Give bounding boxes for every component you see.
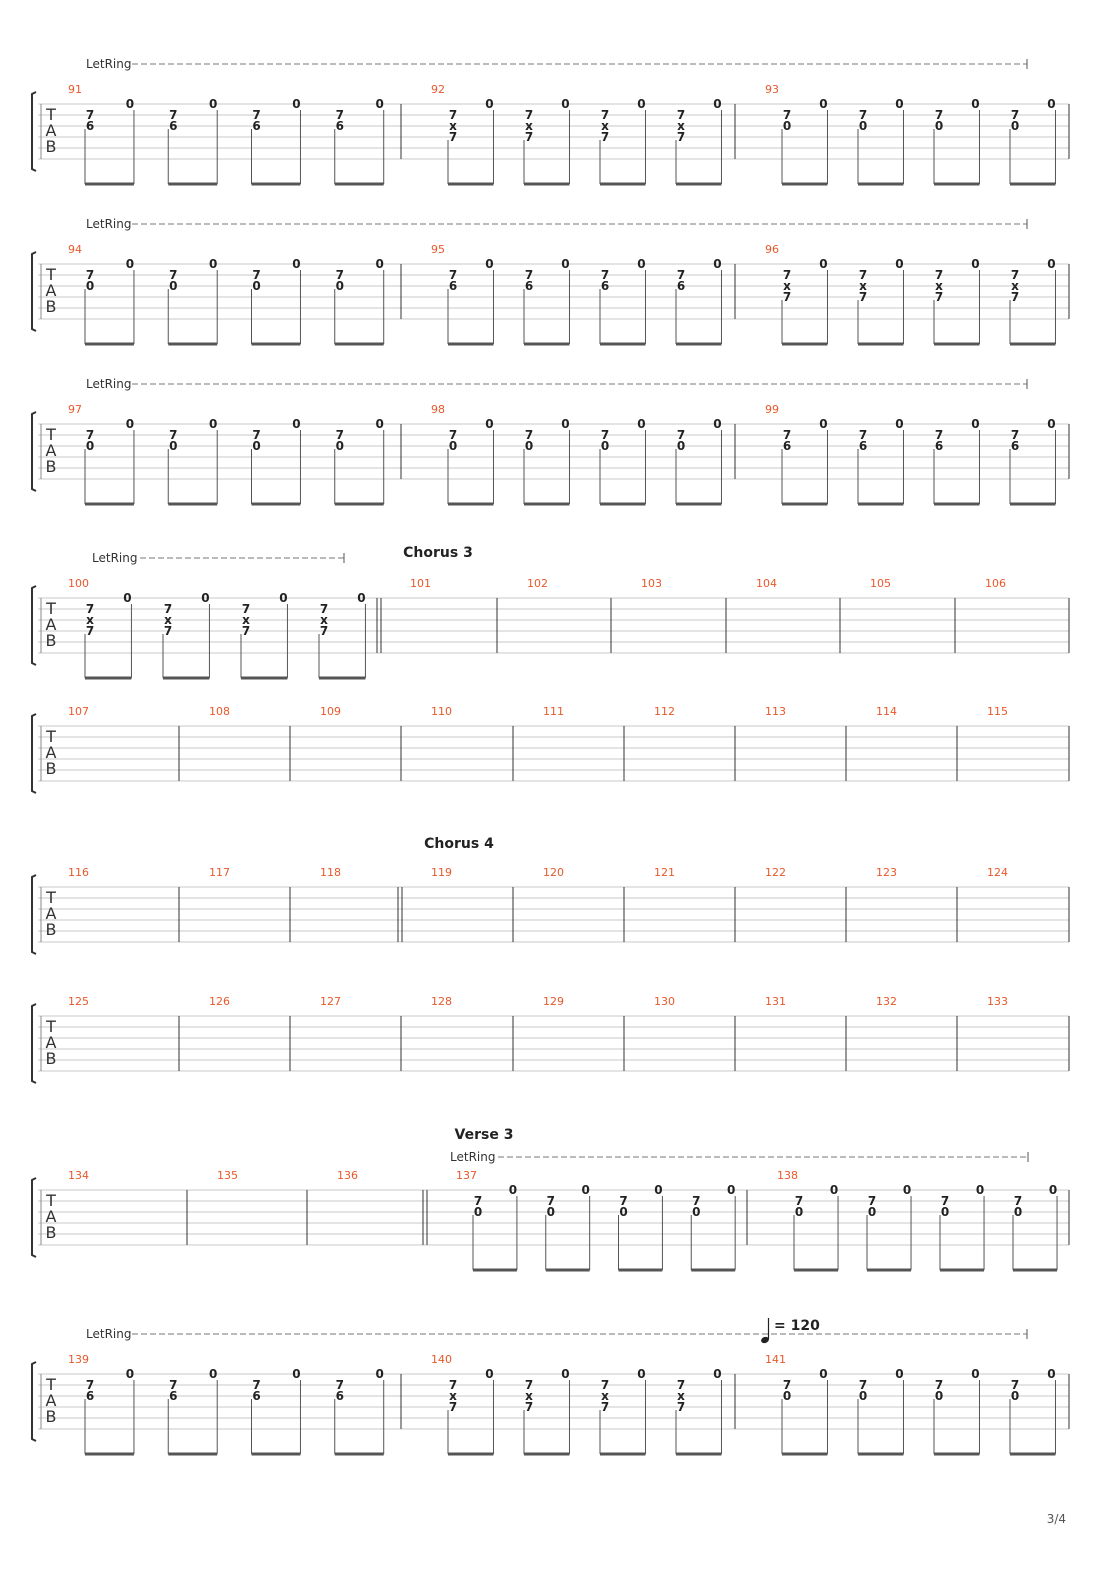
fret-number: 7 (600, 428, 610, 442)
measure-number: 101 (410, 577, 431, 590)
system-bracket (32, 714, 36, 793)
measure-number: 116 (68, 866, 89, 879)
fret-number: 7 (163, 602, 173, 616)
fret-number: 0 (934, 1389, 944, 1403)
fret-number: 7 (85, 602, 95, 616)
open-string-note: 0 (819, 257, 828, 271)
tab-clef-letter: B (45, 759, 57, 778)
fret-number: 7 (858, 428, 868, 442)
fret-number: 7 (448, 1378, 458, 1392)
fret-number: 7 (335, 268, 344, 282)
fret-number: 7 (782, 428, 792, 442)
measure-number: 103 (641, 577, 662, 590)
measure-number: 97 (68, 403, 82, 416)
fret-number: 7 (241, 602, 251, 616)
fret-number: x (677, 1389, 685, 1403)
fret-number: 7 (546, 1194, 555, 1208)
measure-number: 113 (765, 705, 786, 718)
fret-number: 7 (858, 290, 868, 304)
fret-number: 7 (1010, 290, 1020, 304)
fret-number: 7 (252, 268, 261, 282)
fret-number: 0 (85, 279, 95, 293)
open-string-note: 0 (1047, 1367, 1056, 1381)
fret-number: 7 (934, 268, 944, 282)
fret-number: 7 (85, 268, 95, 282)
open-string-note: 0 (561, 97, 570, 111)
fret-number: 7 (1010, 268, 1020, 282)
measure-number: 107 (68, 705, 89, 718)
fret-number: x (449, 119, 457, 133)
fret-number: x (859, 279, 867, 293)
fret-number: 7 (241, 624, 251, 638)
fret-number: 0 (335, 279, 344, 293)
tab-clef-letter: A (45, 121, 57, 140)
tab-clef-letter: A (45, 904, 57, 923)
fret-number: 0 (1013, 1205, 1023, 1219)
fret-number: 7 (85, 1378, 95, 1392)
measure-number: 127 (320, 995, 341, 1008)
open-string-note: 0 (209, 257, 218, 271)
open-string-note: 0 (209, 417, 218, 431)
open-string-note: 0 (375, 1367, 384, 1381)
measure-number: 96 (765, 243, 779, 256)
let-ring-label: LetRing (92, 551, 138, 565)
tab-clef-letter: B (45, 920, 57, 939)
tab-clef-letter: B (45, 457, 57, 476)
measure-number: 126 (209, 995, 230, 1008)
open-string-note: 0 (829, 1183, 839, 1197)
fret-number: 7 (782, 108, 792, 122)
tab-clef-letter: B (45, 1049, 57, 1068)
measure-number: 91 (68, 83, 82, 96)
measure-number: 98 (431, 403, 445, 416)
fret-number: 7 (448, 108, 458, 122)
tab-clef-letter: B (45, 1407, 57, 1426)
measure-number: 106 (985, 577, 1006, 590)
fret-number: 7 (934, 108, 944, 122)
open-string-note: 0 (1048, 1183, 1058, 1197)
open-string-note: 0 (209, 1367, 218, 1381)
open-string-note: 0 (713, 97, 722, 111)
open-string-note: 0 (561, 1367, 570, 1381)
fret-number: 7 (448, 1400, 458, 1414)
open-string-note: 0 (279, 591, 288, 605)
fret-number: x (935, 279, 943, 293)
fret-number: 7 (676, 428, 686, 442)
fret-number: 7 (858, 268, 868, 282)
open-string-note: 0 (971, 257, 980, 271)
fret-number: 7 (858, 1378, 868, 1392)
fret-number: 7 (335, 1378, 344, 1392)
open-string-note: 0 (902, 1183, 912, 1197)
measure-number: 99 (765, 403, 779, 416)
fret-number: 7 (252, 108, 261, 122)
fret-number: 0 (867, 1205, 877, 1219)
fret-number: 6 (169, 1389, 178, 1403)
open-string-note: 0 (561, 417, 570, 431)
fret-number: x (525, 119, 533, 133)
system-bracket (32, 412, 36, 491)
fret-number: 7 (319, 624, 329, 638)
fret-number: 6 (85, 1389, 95, 1403)
measure-number: 134 (68, 1169, 89, 1182)
fret-number: 7 (1010, 108, 1020, 122)
measure-number: 105 (870, 577, 891, 590)
open-string-note: 0 (971, 97, 980, 111)
tab-clef-letter: T (46, 727, 56, 746)
tab-clef-letter: T (46, 425, 56, 444)
section-label: Chorus 4 (424, 836, 494, 852)
fret-number: 7 (940, 1194, 950, 1208)
fret-number: x (677, 119, 685, 133)
fret-number: 7 (85, 108, 95, 122)
open-string-note: 0 (637, 97, 646, 111)
let-ring-label: LetRing (86, 57, 132, 71)
fret-number: 0 (546, 1205, 555, 1219)
open-string-note: 0 (125, 97, 135, 111)
measure-number: 123 (876, 866, 897, 879)
fret-number: 0 (934, 119, 944, 133)
open-string-note: 0 (375, 257, 384, 271)
fret-number: x (449, 1389, 457, 1403)
fret-number: 6 (335, 1389, 344, 1403)
measure-number: 104 (756, 577, 777, 590)
open-string-note: 0 (895, 257, 904, 271)
open-string-note: 0 (485, 417, 494, 431)
open-string-note: 0 (375, 417, 384, 431)
open-string-note: 0 (292, 1367, 301, 1381)
fret-number: 7 (676, 1400, 686, 1414)
tab-clef-letter: A (45, 743, 57, 762)
page-number: 3/4 (1046, 1512, 1066, 1526)
tab-clef-letter: T (46, 1375, 56, 1394)
tab-clef-letter: T (46, 888, 56, 907)
open-string-note: 0 (637, 1367, 646, 1381)
system-bracket (32, 1004, 36, 1083)
tab-clef-letter: A (45, 1033, 57, 1052)
fret-number: 7 (85, 624, 95, 638)
open-string-note: 0 (485, 97, 494, 111)
tempo-value: = 120 (774, 1318, 820, 1334)
open-string-note: 0 (357, 591, 366, 605)
open-string-note: 0 (125, 417, 135, 431)
measure-number: 130 (654, 995, 675, 1008)
fret-number: 6 (335, 119, 344, 133)
system-bracket (32, 875, 36, 954)
measure-number: 111 (543, 705, 564, 718)
fret-number: 7 (169, 1378, 178, 1392)
measure-number: 125 (68, 995, 89, 1008)
fret-number: x (783, 279, 791, 293)
fret-number: x (320, 613, 328, 627)
measure-number: 108 (209, 705, 230, 718)
open-string-note: 0 (713, 417, 722, 431)
open-string-note: 0 (292, 97, 301, 111)
tab-clef-letter: B (45, 1223, 57, 1242)
fret-number: 7 (169, 268, 178, 282)
fret-number: 0 (85, 439, 95, 453)
measure-number: 102 (527, 577, 548, 590)
fret-number: 0 (524, 439, 534, 453)
open-string-note: 0 (975, 1183, 985, 1197)
fret-number: 6 (1010, 439, 1020, 453)
fret-number: 7 (524, 1400, 534, 1414)
fret-number: 0 (782, 119, 792, 133)
fret-number: 7 (782, 268, 792, 282)
measure-number: 100 (68, 577, 89, 590)
tab-clef-letter: B (45, 137, 57, 156)
open-string-note: 0 (1047, 417, 1056, 431)
open-string-note: 0 (819, 417, 828, 431)
fret-number: 6 (448, 279, 458, 293)
fret-number: 7 (448, 130, 458, 144)
fret-number: 7 (676, 130, 686, 144)
fret-number: 7 (335, 108, 344, 122)
open-string-note: 0 (581, 1183, 590, 1197)
fret-number: 7 (524, 1378, 534, 1392)
fret-number: 0 (169, 439, 178, 453)
measure-number: 95 (431, 243, 445, 256)
measure-number: 122 (765, 866, 786, 879)
fret-number: 7 (85, 428, 95, 442)
system-bracket (32, 252, 36, 331)
fret-number: 7 (524, 428, 534, 442)
measure-number: 94 (68, 243, 82, 256)
measure-number: 128 (431, 995, 452, 1008)
open-string-note: 0 (971, 1367, 980, 1381)
measure-number: 121 (654, 866, 675, 879)
open-string-note: 0 (561, 257, 570, 271)
tab-clef-letter: T (46, 105, 56, 124)
open-string-note: 0 (713, 257, 722, 271)
measure-number: 120 (543, 866, 564, 879)
fret-number: 7 (448, 428, 458, 442)
measure-number: 109 (320, 705, 341, 718)
fret-number: 7 (163, 624, 173, 638)
fret-number: 6 (524, 279, 534, 293)
open-string-note: 0 (123, 591, 132, 605)
tab-clef-letter: A (45, 1391, 57, 1410)
open-string-note: 0 (654, 1183, 663, 1197)
fret-number: 0 (858, 1389, 868, 1403)
fret-number: 0 (169, 279, 178, 293)
fret-number: x (601, 119, 609, 133)
fret-number: 7 (319, 602, 329, 616)
tab-clef-letter: A (45, 1207, 57, 1226)
fret-number: x (601, 1389, 609, 1403)
open-string-note: 0 (1047, 257, 1056, 271)
fret-number: 7 (524, 268, 534, 282)
fret-number: 7 (1010, 1378, 1020, 1392)
measure-number: 118 (320, 866, 341, 879)
open-string-note: 0 (485, 1367, 494, 1381)
measure-number: 138 (777, 1169, 798, 1182)
let-ring-label: LetRing (86, 1327, 132, 1341)
fret-number: 0 (619, 1205, 628, 1219)
measure-number: 110 (431, 705, 452, 718)
fret-number: 6 (169, 119, 178, 133)
open-string-note: 0 (508, 1183, 518, 1197)
open-string-note: 0 (292, 417, 301, 431)
fret-number: 0 (782, 1389, 792, 1403)
open-string-note: 0 (819, 1367, 828, 1381)
open-string-note: 0 (292, 257, 301, 271)
fret-number: 0 (448, 439, 458, 453)
fret-number: 0 (692, 1205, 701, 1219)
tab-clef-letter: B (45, 297, 57, 316)
measure-number: 139 (68, 1353, 89, 1366)
fret-number: 0 (1010, 119, 1020, 133)
fret-number: x (242, 613, 250, 627)
fret-number: 7 (794, 1194, 804, 1208)
tab-clef-letter: T (46, 1017, 56, 1036)
let-ring-label: LetRing (450, 1150, 496, 1164)
fret-number: 7 (169, 108, 178, 122)
fret-number: 7 (782, 1378, 792, 1392)
measure-number: 112 (654, 705, 675, 718)
fret-number: x (164, 613, 172, 627)
open-string-note: 0 (895, 1367, 904, 1381)
fret-number: 7 (252, 1378, 261, 1392)
system-bracket (32, 1362, 36, 1441)
fret-number: x (525, 1389, 533, 1403)
fret-number: 0 (252, 279, 261, 293)
measure-number: 129 (543, 995, 564, 1008)
measure-number: 92 (431, 83, 445, 96)
measure-number: 136 (337, 1169, 358, 1182)
open-string-note: 0 (637, 257, 646, 271)
measure-number: 93 (765, 83, 779, 96)
open-string-note: 0 (713, 1367, 722, 1381)
fret-number: 7 (600, 1400, 610, 1414)
fret-number: 6 (934, 439, 944, 453)
open-string-note: 0 (485, 257, 494, 271)
section-label: Chorus 3 (403, 545, 473, 561)
open-string-note: 0 (125, 257, 135, 271)
open-string-note: 0 (201, 591, 210, 605)
fret-number: 0 (940, 1205, 950, 1219)
measure-number: 135 (217, 1169, 238, 1182)
tab-clef-letter: A (45, 281, 57, 300)
measure-number: 133 (987, 995, 1008, 1008)
fret-number: 7 (934, 428, 944, 442)
open-string-note: 0 (1047, 97, 1056, 111)
tab-clef-letter: T (46, 599, 56, 618)
fret-number: 0 (252, 439, 261, 453)
measure-number: 140 (431, 1353, 452, 1366)
fret-number: 0 (794, 1205, 804, 1219)
open-string-note: 0 (819, 97, 828, 111)
fret-number: 7 (169, 428, 178, 442)
fret-number: 7 (782, 290, 792, 304)
fret-number: 0 (473, 1205, 483, 1219)
fret-number: 7 (1010, 428, 1020, 442)
open-string-note: 0 (895, 97, 904, 111)
measure-number: 131 (765, 995, 786, 1008)
fret-number: 7 (600, 130, 610, 144)
fret-number: 7 (600, 108, 610, 122)
fret-number: 6 (600, 279, 610, 293)
let-ring-label: LetRing (86, 217, 132, 231)
fret-number: 7 (934, 290, 944, 304)
fret-number: 0 (335, 439, 344, 453)
fret-number: 6 (676, 279, 686, 293)
section-label: Verse 3 (454, 1127, 514, 1143)
measure-number: 132 (876, 995, 897, 1008)
system-bracket (32, 1178, 36, 1257)
measure-number: 141 (765, 1353, 786, 1366)
fret-number: 6 (858, 439, 868, 453)
fret-number: 7 (676, 108, 686, 122)
system-bracket (32, 92, 36, 171)
fret-number: 7 (473, 1194, 483, 1208)
fret-number: 0 (600, 439, 610, 453)
measure-number: 124 (987, 866, 1008, 879)
measure-number: 119 (431, 866, 452, 879)
fret-number: 7 (600, 1378, 610, 1392)
open-string-note: 0 (971, 417, 980, 431)
fret-number: 0 (676, 439, 686, 453)
tab-clef-letter: T (46, 1191, 56, 1210)
fret-number: 7 (692, 1194, 701, 1208)
fret-number: 7 (619, 1194, 628, 1208)
measure-number: 137 (456, 1169, 477, 1182)
fret-number: 6 (782, 439, 792, 453)
fret-number: 0 (858, 119, 868, 133)
fret-number: 7 (335, 428, 344, 442)
fret-number: x (86, 613, 94, 627)
fret-number: 7 (858, 108, 868, 122)
fret-number: 6 (85, 119, 95, 133)
fret-number: 7 (600, 268, 610, 282)
fret-number: 7 (1013, 1194, 1023, 1208)
measure-number: 115 (987, 705, 1008, 718)
fret-number: 7 (867, 1194, 877, 1208)
tab-clef-letter: B (45, 631, 57, 650)
fret-number: 7 (524, 108, 534, 122)
open-string-note: 0 (637, 417, 646, 431)
fret-number: x (1011, 279, 1019, 293)
open-string-note: 0 (375, 97, 384, 111)
tab-clef-letter: A (45, 615, 57, 634)
system-bracket (32, 586, 36, 665)
measure-number: 117 (209, 866, 230, 879)
fret-number: 7 (524, 130, 534, 144)
open-string-note: 0 (209, 97, 218, 111)
open-string-note: 0 (125, 1367, 135, 1381)
measure-number: 114 (876, 705, 897, 718)
open-string-note: 0 (895, 417, 904, 431)
fret-number: 6 (252, 1389, 261, 1403)
fret-number: 7 (934, 1378, 944, 1392)
tab-clef-letter: A (45, 441, 57, 460)
let-ring-label: LetRing (86, 377, 132, 391)
fret-number: 0 (1010, 1389, 1020, 1403)
fret-number: 7 (676, 1378, 686, 1392)
tab-clef-letter: T (46, 265, 56, 284)
fret-number: 7 (448, 268, 458, 282)
fret-number: 7 (676, 268, 686, 282)
fret-number: 6 (252, 119, 261, 133)
open-string-note: 0 (726, 1183, 736, 1197)
fret-number: 7 (252, 428, 261, 442)
